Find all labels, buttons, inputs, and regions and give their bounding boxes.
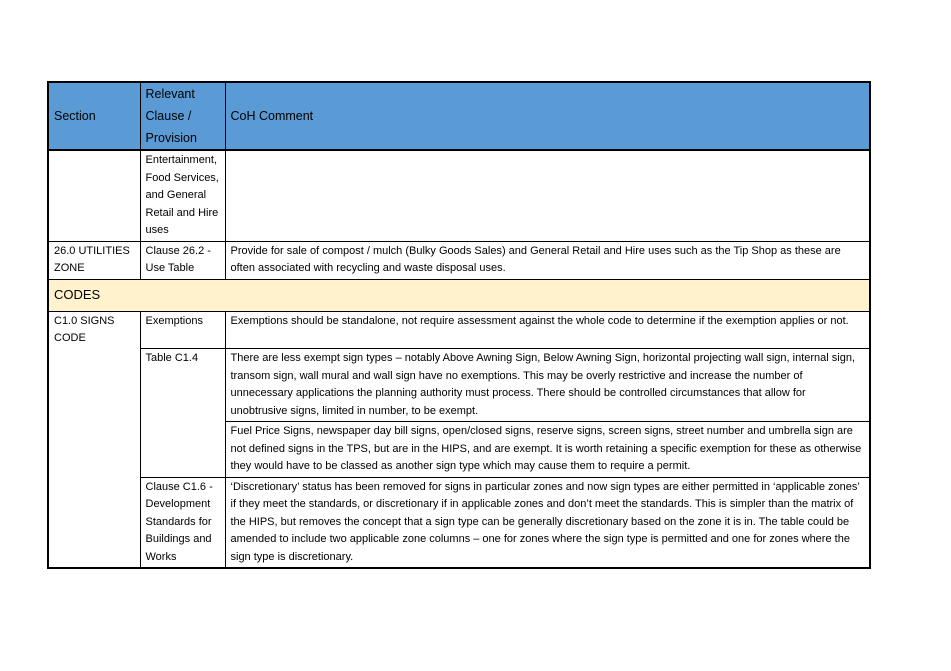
header-section: Section: [48, 82, 140, 150]
table-row: [48, 349, 870, 422]
row-section: [48, 349, 140, 422]
row-clause: Entertainment, Food Services, and General Retail and Hire uses: [140, 150, 225, 241]
row-comment: Fuel Price Signs, newspaper day bill signs, open/closed signs, reserve signs, screen signs, street number and umbrella sign are not defined signs in the TPS, but are in the HIPS, and are exempt. It is worth retaining a specific exemption for these as otherwise they would have to be classed as another sign type which may cause them to require a permit.: [225, 422, 870, 478]
table-row: [48, 477, 870, 568]
table-row: [48, 241, 870, 279]
row-clause: Table C1.4: [140, 349, 225, 422]
row-section: C1.0 SIGNS CODE: [48, 311, 140, 349]
table-row: [48, 150, 870, 241]
header-clause: Relevant Clause / Provision: [140, 82, 225, 150]
header-comment: CoH Comment: [225, 82, 870, 150]
table-row: [48, 311, 870, 349]
row-section: [48, 477, 140, 568]
table-row: [48, 422, 870, 478]
planning-comments-table: [47, 81, 871, 569]
row-clause: Exemptions: [140, 311, 225, 349]
row-clause: Clause 26.2 - Use Table: [140, 241, 225, 279]
row-clause: [140, 422, 225, 478]
row-comment: Provide for sale of compost / mulch (Bulky Goods Sales) and General Retail and Hire uses such as the Tip Shop as these are often associated with recycling and waste disposal uses.: [225, 241, 870, 279]
row-comment: Exemptions should be standalone, not require assessment against the whole code to determine if the exemption applies or not.: [225, 311, 870, 349]
codes-section-band: [48, 279, 870, 311]
section-band-label: CODES: [48, 279, 870, 311]
row-comment: [225, 150, 870, 241]
row-clause: Clause C1.6 - Development Standards for Buildings and Works: [140, 477, 225, 568]
row-comment: ‘Discretionary’ status has been removed for signs in particular zones and now sign types are either permitted in ‘applicable zones’ if they meet the standards, or discretionary if in applicable zones and don’t meet the standards. This is simpler than the matrix of the HIPS, but removes the concept that a sign type can be generally discretionary based on the zone it is in. The table could be amended to include two applicable zone columns – one for zones where the sign type is permitted and one for zones where the sign type is discretionary.: [225, 477, 870, 568]
row-section: 26.0 UTILITIES ZONE: [48, 241, 140, 279]
row-section: [48, 422, 140, 478]
table-header-row: [48, 82, 870, 150]
row-comment: There are less exempt sign types – notably Above Awning Sign, Below Awning Sign, horizontal projecting wall sign, internal sign, transom sign, wall mural and wall sign have no exemptions. This may be overly restrictive and increase the number of unnecessary applications the planning authority must process. There should be controlled circumstances that allow for unobtrusive signs, limited in number, to be exempt.: [225, 349, 870, 422]
row-section: [48, 150, 140, 241]
